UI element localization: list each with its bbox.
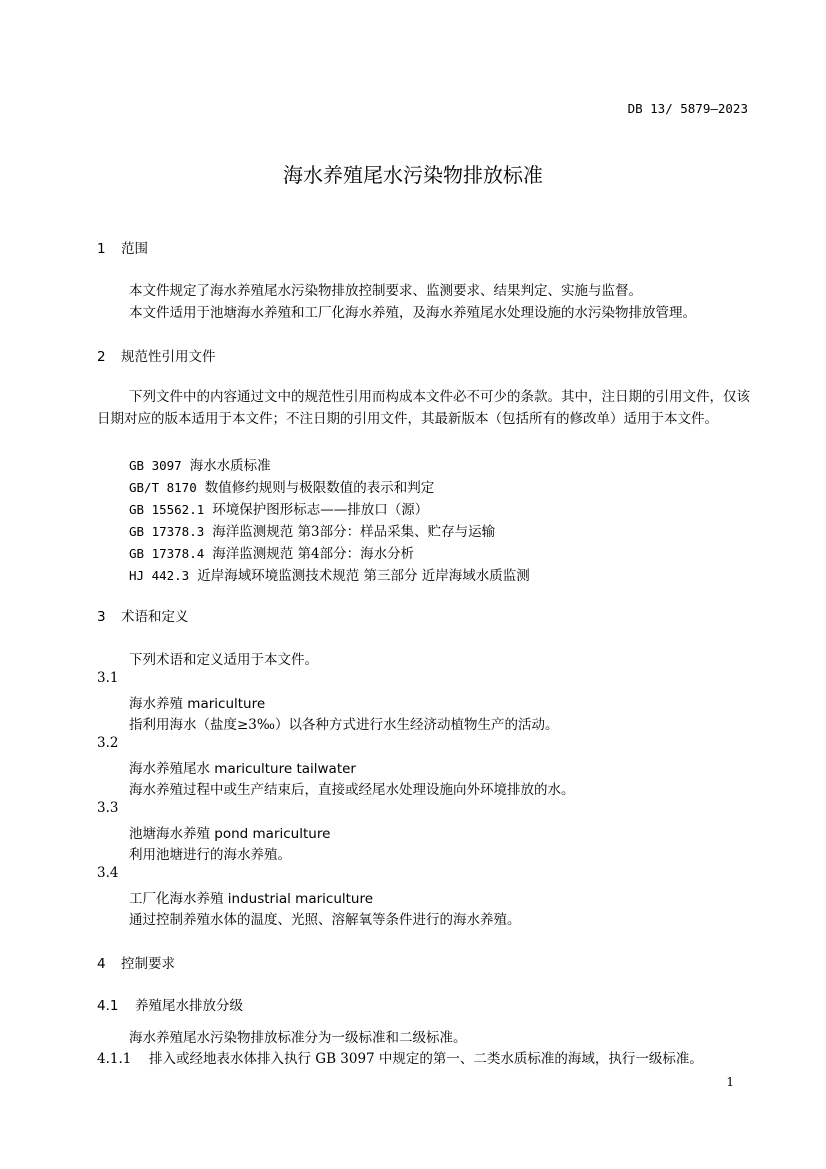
subsection-title: 养殖尾水排放分级 [135,998,243,1014]
reference-item [129,498,428,518]
reference-name: 数值修约规则与极限数值的表示和判定 [204,480,435,496]
paragraph: 海水养殖尾水污染物排放标准分为一级标准和二级标准。 [129,1030,467,1046]
term-definition: 海水养殖过程中或生产结束后，直接或经尾水处理设施向外环境排放的水。 [129,782,575,798]
reference-item [129,476,434,496]
clause-number: 4.1.1 [97,1051,132,1067]
reference-code: GB 17378.4 [129,546,205,561]
clause-4-1-1 [97,1047,703,1067]
term-number: 3.3 [97,800,119,816]
paragraph: 下列文件中的内容通过文中的规范性引用而构成本文件必不可少的条款。其中，注日期的引用文件，仅该日期对应的版本适用于本文件；不注日期的引用文件，其最新版本（包括所有的修改单）适用于本文件。 [97,389,750,427]
subsection-4-1-heading [97,994,243,1014]
term-title: 海水养殖 mariculture [129,696,266,712]
reference-item [129,542,414,562]
reference-item [129,454,271,474]
term-number: 3.1 [97,670,119,686]
section-number: 3 [97,609,106,625]
term-definition: 通过控制养殖水体的温度、光照、溶解氧等条件进行的海水养殖。 [129,912,521,928]
section-1-heading [97,237,148,257]
standard-number: DB 13/ 5879—2023 [627,101,748,116]
term-number: 3.4 [97,865,119,881]
reference-name: 海水水质标准 [189,458,271,474]
reference-code: GB 15562.1 [129,502,205,517]
reference-code: HJ 442.3 [129,568,190,583]
section-title: 规范性引用文件 [121,349,216,365]
reference-name: 近岸海域环境监测技术规范 第三部分 近岸海域水质监测 [197,568,530,584]
section-number: 2 [97,349,106,365]
paragraph: 本文件适用于池塘海水养殖和工厂化海水养殖，及海水养殖尾水处理设施的水污染物排放管理。 [129,305,696,321]
reference-name: 环境保护图形标志——排放口（源） [212,502,429,518]
section-3-heading [97,605,189,625]
paragraph: 下列术语和定义适用于本文件。 [129,652,318,668]
reference-name: 海洋监测规范 第4部分：海水分析 [212,546,415,562]
section-number: 1 [97,241,106,257]
document-title: 海水养殖尾水污染物排放标准 [283,163,543,187]
term-title: 海水养殖尾水 mariculture tailwater [129,761,356,777]
reference-code: GB 17378.3 [129,524,205,539]
section-4-heading [97,952,175,972]
section-title: 术语和定义 [121,609,189,625]
reference-item [129,520,495,540]
reference-code: GB/T 8170 [129,480,197,495]
section-title: 控制要求 [121,956,175,972]
page-number: 1 [726,1075,734,1089]
reference-item [129,564,530,584]
clause-text: 排入或经地表水体排入执行 GB 3097 中规定的第一、二类水质标准的海域，执行一级标准。 [149,1051,703,1067]
reference-name: 海洋监测规范 第3部分：样品采集、贮存与运输 [212,524,496,540]
term-title: 工厂化海水养殖 industrial mariculture [129,891,374,907]
paragraph: 本文件规定了海水养殖尾水污染物排放控制要求、监测要求、结果判定、实施与监督。 [129,283,642,299]
term-number: 3.2 [97,735,119,751]
term-title: 池塘海水养殖 pond mariculture [129,826,331,842]
term-definition: 利用池塘进行的海水养殖。 [129,847,291,863]
section-number: 4 [97,956,106,972]
subsection-number: 4.1 [97,998,119,1014]
section-title: 范围 [121,241,148,257]
reference-code: GB 3097 [129,458,182,473]
section-2-heading [97,345,216,365]
term-definition: 指利用海水（盐度≥3‰）以各种方式进行水生经济动植物生产的活动。 [129,717,559,733]
